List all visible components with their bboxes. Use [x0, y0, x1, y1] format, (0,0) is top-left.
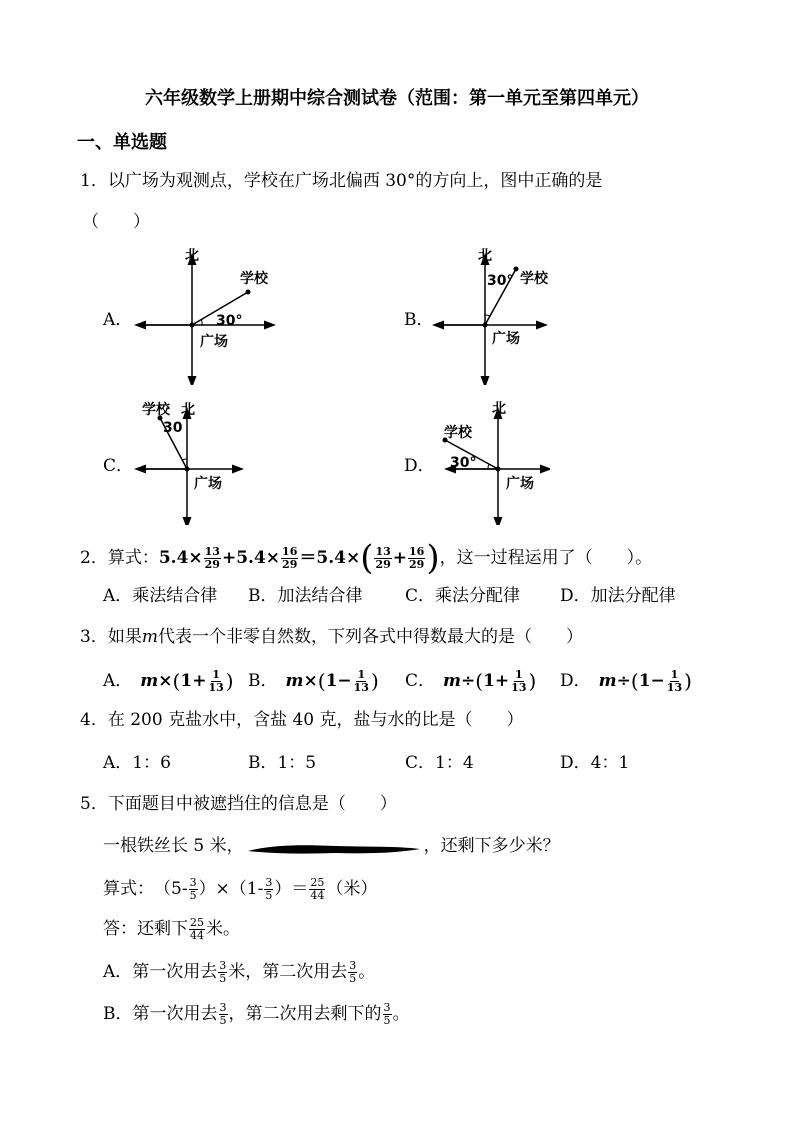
school-point — [246, 290, 251, 295]
q4-option-c[interactable]: C．1：4 — [405, 753, 474, 773]
q1-option-d-label[interactable]: D． — [404, 456, 435, 476]
q1-option-a-label[interactable]: A． — [103, 310, 133, 330]
q2-option-c[interactable]: C．乘法分配律 — [405, 586, 521, 606]
square-point — [483, 323, 488, 328]
redaction-mark — [246, 839, 422, 853]
question-4-text: 4．在 200 克盐水中，含盐 40 克，盐与水的比是（ ） — [80, 710, 524, 730]
page-title: 六年级数学上册期中综合测试卷（范围：第一单元至第四单元） — [145, 88, 649, 109]
angle-label: 30 — [163, 420, 183, 436]
school-label: 学校 — [520, 271, 548, 287]
q4-option-d[interactable]: D．4：1 — [560, 753, 630, 773]
question-3-text: 3．如果m代表一个非零自然数，下列各式中得数最大的是（ ） — [80, 627, 583, 647]
q3-option-a[interactable]: A． m × ( 1 + $\frac{1}{13}$ ) — [103, 667, 234, 694]
q1-diagram-b — [430, 245, 550, 385]
square-label: 广场 — [200, 334, 228, 350]
q5-option-a[interactable]: A．第一次用去 $\frac{3}{5}$ 米，第二次用去 $\frac{3}{5}$ 。 — [103, 958, 376, 985]
section-heading: 一、单选题 — [77, 132, 167, 153]
school-label: 学校 — [142, 402, 170, 418]
q3-option-d[interactable]: D． m ÷ ( 1 − $\frac{1}{13}$ ) — [560, 667, 692, 694]
q1-diagram-c — [130, 395, 250, 525]
q2-option-d[interactable]: D．加法分配律 — [560, 586, 676, 606]
q5-option-b[interactable]: B．第一次用去 $\frac{3}{5}$ ，第二次用去剩下的 $\frac{3}{5}$ 。 — [103, 1000, 410, 1027]
square-point — [190, 323, 195, 328]
square-label: 广场 — [506, 476, 534, 492]
q1-diagram-a — [130, 245, 280, 385]
angle-label: 30° — [216, 313, 243, 329]
school-point — [514, 267, 519, 272]
school-label: 学校 — [240, 271, 268, 287]
q4-option-a[interactable]: A．1：6 — [103, 753, 171, 773]
square-point — [185, 467, 190, 472]
question-2-text: 2．算式： 5.4 × $\frac{13}{29}$ + 5.4 × $\frac{16}{29}$ ＝ 5.4 × ( $\frac{13}{29}$ + $\frac{16}{29}$ ) ，这一过程运用了（ ）。 — [80, 538, 653, 578]
angle-label: 30° — [450, 455, 477, 471]
question-5-text: 5．下面题目中被遮挡住的信息是（ ） — [80, 794, 397, 814]
angle-label: 30° — [487, 273, 514, 289]
fraction: $\frac{16}{29}$ — [409, 544, 425, 571]
q5-problem: 一根铁丝长 5 米， ，还剩下多少米？ — [103, 836, 560, 856]
school-label: 学校 — [444, 425, 472, 441]
square-label: 广场 — [492, 331, 520, 347]
q3-option-b[interactable]: B． m × ( 1 − $\frac{1}{13}$ ) — [248, 667, 379, 694]
square-point — [496, 467, 501, 472]
fraction: $\frac{13}{29}$ — [204, 544, 220, 571]
q4-option-b[interactable]: B．1：5 — [248, 753, 317, 773]
q1-diagram-d — [430, 395, 550, 525]
north-label: 北 — [478, 248, 492, 264]
north-label: 北 — [492, 401, 506, 417]
q3-option-c[interactable]: C． m ÷ ( 1 + $\frac{1}{13}$ ) — [405, 667, 537, 694]
question-1-answer-paren: （ ） — [82, 212, 150, 232]
north-label: 北 — [181, 402, 195, 418]
question-1-text: 1．以广场为观测点，学校在广场北偏西 30°的方向上，图中正确的是 — [80, 171, 603, 191]
fraction: $\frac{13}{29}$ — [375, 544, 391, 571]
q5-formula: 算式： （5- $\frac{3}{5}$ ）×（1- $\frac{3}{5}$ ）＝ $\frac{25}{44}$ （米） — [103, 875, 378, 902]
q5-answer: 答：还剩下 $\frac{25}{44}$ 米。 — [103, 915, 240, 942]
fraction: $\frac{16}{29}$ — [282, 544, 298, 571]
square-label: 广场 — [194, 476, 222, 492]
q2-option-a[interactable]: A．乘法结合律 — [103, 586, 218, 606]
q1-option-c-label[interactable]: C． — [103, 456, 134, 476]
north-label: 北 — [185, 248, 199, 264]
q1-option-b-label[interactable]: B． — [404, 310, 434, 330]
q2-option-b[interactable]: B．加法结合律 — [248, 586, 363, 606]
